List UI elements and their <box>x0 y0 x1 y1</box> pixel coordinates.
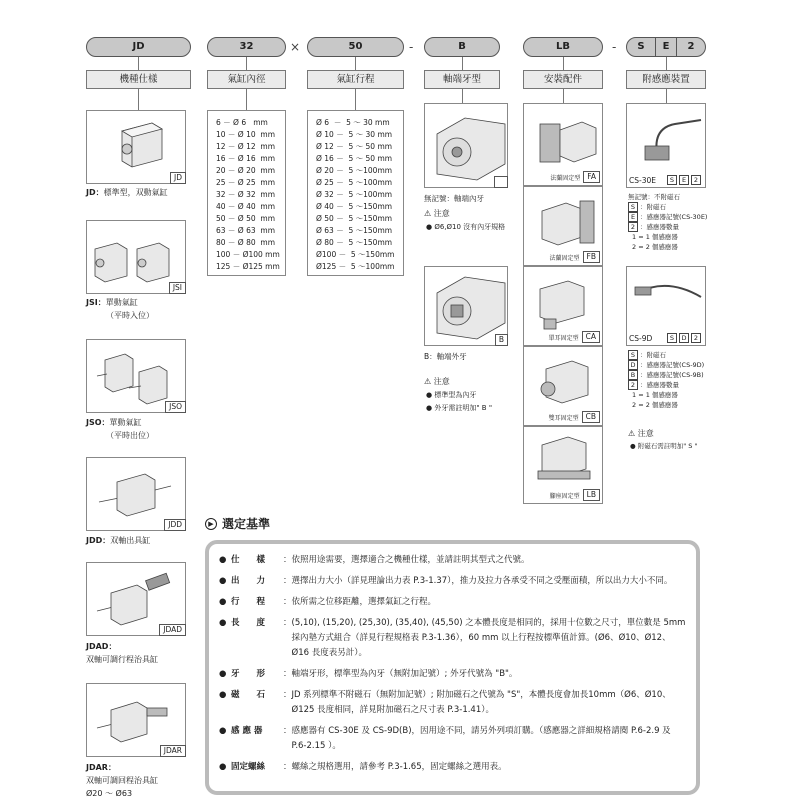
model-jso-caption: JSO：單動氣缸 （平時出位） <box>86 418 154 440</box>
sensor-cs9d-icon <box>627 267 705 333</box>
mount-ca-image: 單耳固定型 CA <box>523 266 603 346</box>
mount-fb-image: 法蘭固定型 FB <box>523 186 603 266</box>
internal-thread-icon <box>425 104 507 187</box>
criteria-row: ● 磁 石 ： JD 系列標準不附磁石（無附加記號）; 附加磁石之代號為 "S"，本體長度會加長10mm（Ø6、Ø10、Ø125 長度相同，詳見附加磁石之尺寸表 P.3-1.41）。 <box>219 690 671 715</box>
thread-external-image <box>424 266 508 346</box>
header-model: 機種仕樣 <box>86 70 191 89</box>
model-jso-tag: JSO <box>165 401 186 413</box>
model-jsi-caption: JSI：單動氣缸 （平時入位） <box>86 298 154 320</box>
model-jdar-caption: JDAR： 双軸可調回程治具缸 Ø20 ～ Ø63 <box>86 763 158 798</box>
code-series: JD <box>86 37 191 57</box>
code-stroke: 50 <box>307 37 404 57</box>
code-thread: B <box>424 37 500 57</box>
stroke-table: Ø 6 － 5 ～ 30 mm Ø 10 － 5 ～ 30 mm Ø 12 － 5 ～ 50 mm Ø 16 － 5 ～ 50 mm Ø 20 － 5 ～100mm Ø 25 － 5 ～100mm Ø 32 － 5 ～100mm Ø 40 － 5 ～150mm Ø 50 － 5 ～150mm Ø 63 － 5 ～150mm Ø 80 － 5 ～150mm Ø100 － 5 ～150mm Ø125 － 5 ～100mm <box>307 110 404 276</box>
flange-mount-rear-icon <box>524 187 602 255</box>
criteria-row: ● 固定螺絲 ： 螺絲之規格選用，請參考 P.3-1.65，固定螺絲之選用表。 <box>219 762 507 772</box>
code-dash-1: - <box>409 40 414 54</box>
mount-lb-image: 腳座固定型 LB <box>523 426 603 504</box>
warning-icon: ⚠ <box>628 429 636 438</box>
sensor-cs9d-image: CS-9D S D 2 <box>626 266 706 346</box>
mount-fa-image: 法蘭固定型 FA <box>523 103 603 186</box>
model-jdar-tag: JDAR <box>160 745 186 757</box>
model-jdd-tag: JDD <box>164 519 186 531</box>
thread-note-title: ⚠ 注意 <box>424 209 450 218</box>
model-jd-caption: JD：標準型，双動氣缸 <box>86 188 168 197</box>
code-bore: 32 <box>207 37 286 57</box>
model-jd-image <box>86 110 186 184</box>
sensor-cs30e-icon <box>627 104 705 174</box>
header-stroke: 氣缸行程 <box>307 70 404 89</box>
code-times: × <box>290 40 301 54</box>
model-jsi-image <box>86 220 186 294</box>
criteria-row: ● 行 程 ： 依所需之位移距離，選擇氣缸之行程。 <box>219 597 437 607</box>
criteria-title: ▶ 選定基準 <box>205 515 270 532</box>
play-icon: ▶ <box>205 518 217 530</box>
code-cell-s: S <box>626 37 656 57</box>
model-jdar-image <box>86 683 186 757</box>
sensor2-legend: S ：附磁石 D ：感應器記號(CS-9D) B ：感應器記號(CS-9B) 2 ：感應器數量 1 = 1 個感應器 2 = 2 個感應器 <box>628 350 704 410</box>
criteria-row: ● 仕 樣 ： 依照用途需要，選擇適合之機種仕樣，並請註明其型式之代號。 <box>219 555 530 565</box>
model-jdd-caption: JDD：双軸出具缸 <box>86 536 151 545</box>
criteria-row: ● 感 應 器 ： 感應器有 CS-30E 及 CS-9D(B)，因用途不同，請另外列項訂購。（感應器之詳細規格請閱 P.6-2.9 及 P.6-2.15 ）。 <box>219 726 671 751</box>
sensor-cs30e-image: CS-30E S E 2 <box>626 103 706 188</box>
criteria-row: ● 牙 形 ： 軸端牙形，標準型為內牙（無附加記號）; 外牙代號為 "B"。 <box>219 669 518 679</box>
code-mount: LB <box>523 37 603 57</box>
criteria-row: ● 出 力 ： 選擇出力大小（詳見理論出力表 P.3-1.37），推力及拉力各承受不同之受壓面積，所以出力大小不同。 <box>219 576 673 586</box>
thread-external-caption: B：軸端外牙 <box>424 352 467 361</box>
mount-cb-image: 雙耳固定型 CB <box>523 346 603 426</box>
thread-note2-a: ● 標準型為內牙 <box>426 391 477 399</box>
sensor2-note-title: ⚠ 注意 <box>628 429 654 438</box>
header-mount: 安裝配件 <box>523 70 603 89</box>
thread-internal-image <box>424 103 508 188</box>
header-thread: 軸端牙型 <box>424 70 500 89</box>
header-sensor: 附感應裝置 <box>626 70 706 89</box>
thread-note2-b: ● 外牙需註明加" B " <box>426 404 493 412</box>
thread-internal-caption: 無記號：軸端內牙 <box>424 194 484 203</box>
criteria-row: ● 長 度 ： (5,10), (15,20), (25,30), (35,40), (45,50) 之本體長度是相同的，採用十位數之尺寸，單位數是 5mm 採內墊方式組合（詳見行程規格表 P.3-1.36），60 mm 以上行程按標準值計算。(Ø6、Ø10、Ø12、Ø16 長度表另計）。 <box>219 618 686 658</box>
header-bore: 氣缸內徑 <box>207 70 286 89</box>
thread-external-tag: B <box>495 334 508 346</box>
flange-mount-icon <box>524 104 602 174</box>
warning-icon: ⚠ <box>424 377 432 386</box>
single-clevis-icon <box>524 267 602 335</box>
bore-table: 6 － Ø 6 mm 10 － Ø 10 mm 12 － Ø 12 mm 16 － Ø 16 mm 20 － Ø 20 mm 25 － Ø 25 mm 32 － Ø 32 mm 40 － Ø 40 mm 50 － Ø 50 mm 63 － Ø 63 mm 80 － Ø 80 mm 100 － Ø100 mm 125 － Ø125 mm <box>207 110 286 276</box>
model-jdad-image <box>86 562 186 636</box>
foot-mount-icon <box>524 427 602 493</box>
code-dash-2: - <box>612 40 617 54</box>
code-cell-2: 2 <box>676 37 706 57</box>
thread-note2-title: ⚠ 注意 <box>424 377 450 386</box>
thread-note-1: ● Ø6,Ø10 沒有內牙規格 <box>426 223 506 231</box>
sensor2-note: ● 附磁石需註明加" S " <box>630 442 698 450</box>
sensor1-legend: 無記號：不附磁石 S ：附磁石 E ：感應器記號(CS-30E) 2 ：感應器數量 1 = 1 個感應器 2 = 2 個感應器 <box>628 193 708 251</box>
thread-internal-tag <box>494 176 508 188</box>
model-jdad-tag: JDAD <box>159 624 186 636</box>
model-jdad-caption: JDAD： 双軸可調行程治具缸 <box>86 642 158 664</box>
warning-icon: ⚠ <box>424 209 432 218</box>
model-jso-image <box>86 339 186 413</box>
model-jsi-tag: JSI <box>169 282 186 294</box>
model-jd-tag: JD <box>170 172 186 184</box>
criteria-box <box>205 540 700 795</box>
code-cell-e: E <box>655 37 677 57</box>
model-jdd-image <box>86 457 186 531</box>
double-clevis-icon <box>524 347 602 415</box>
